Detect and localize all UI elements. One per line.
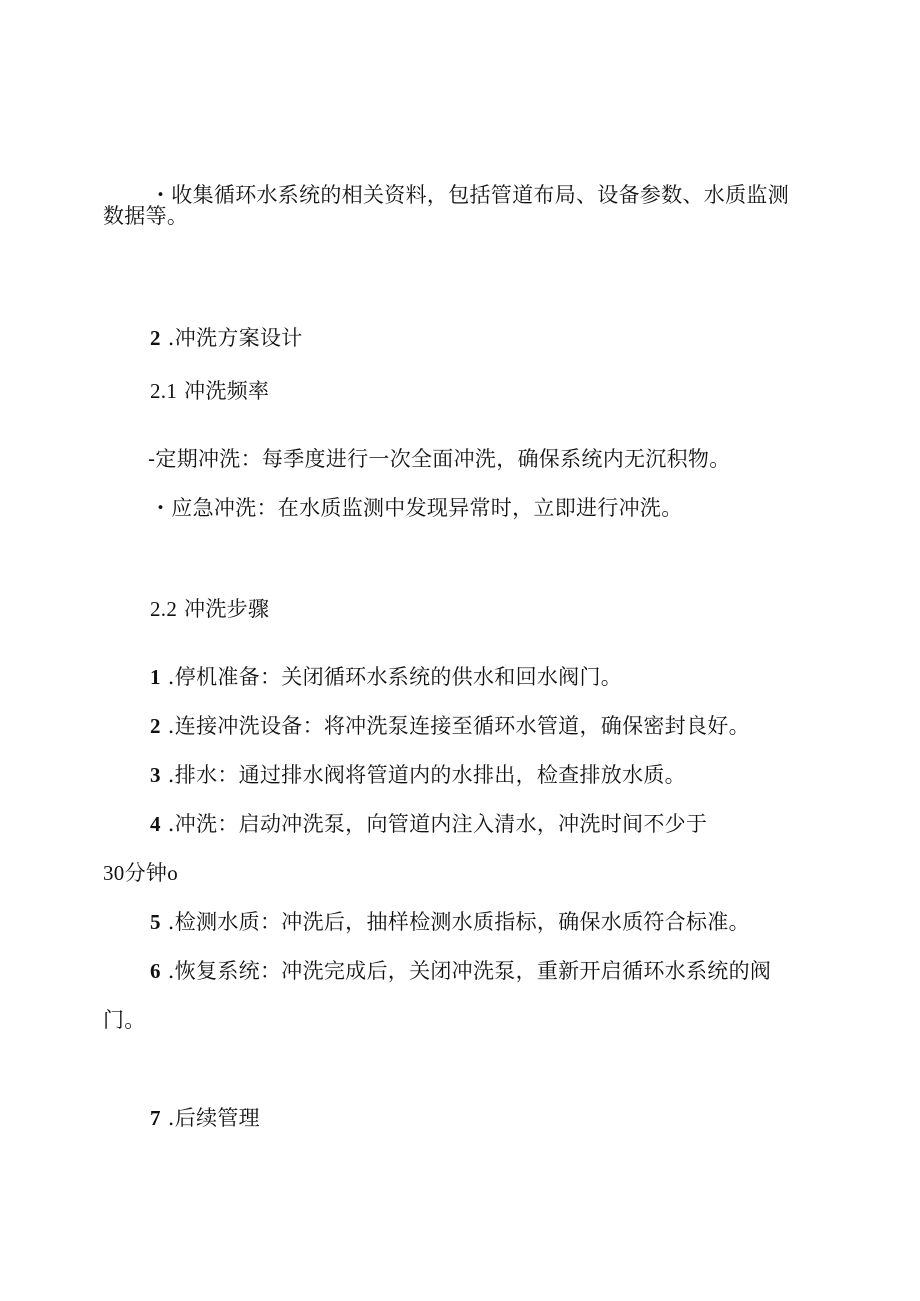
subsection-2-1-number: 2.1 (150, 379, 178, 403)
section-2-title: .冲洗方案设计 (167, 326, 303, 350)
subsection-2-2-number: 2.2 (150, 597, 178, 621)
section-7-heading (150, 1104, 260, 1132)
step-text: .恢复系统：冲洗完成后，关闭冲洗泵，重新开启循环水系统的阀 (167, 959, 772, 983)
step-2 (150, 712, 750, 740)
section-7-number: 7 (150, 1106, 161, 1130)
intro-line-2: 数据等。 (103, 204, 189, 228)
frequency-item-periodic: -定期冲洗：每季度进行一次全面冲洗，确保系统内无沉积物。 (148, 447, 731, 471)
frequency-item-emergency: ・应急冲洗：在水质监测中发现异常时，立即进行冲洗。 (150, 496, 683, 520)
step-number: 6 (150, 959, 161, 983)
step-number: 2 (150, 714, 161, 738)
step-number: 1 (150, 665, 161, 689)
step-number: 4 (150, 812, 161, 836)
step-3 (150, 761, 686, 789)
step-number: 5 (150, 910, 161, 934)
subsection-2-2-heading (150, 595, 269, 623)
step-text: .检测水质：冲洗后，抽样检测水质指标，确保水质符合标准。 (167, 910, 750, 934)
section-7-title: .后续管理 (167, 1106, 260, 1130)
step-number: 3 (150, 763, 161, 787)
subsection-2-1-heading (150, 377, 269, 405)
step-4 (150, 810, 707, 838)
subsection-2-1-title: 冲洗频率 (184, 379, 270, 403)
step-5 (150, 908, 750, 936)
section-2-heading (150, 324, 303, 352)
step-text: .停机准备：关闭循环水系统的供水和回水阀门。 (167, 665, 623, 689)
step-text: .连接冲洗设备：将冲洗泵连接至循环水管道，确保密封良好。 (167, 714, 750, 738)
step-1 (150, 663, 622, 691)
step-text: .冲洗：启动冲洗泵，向管道内注入清水，冲洗时间不少于 (167, 812, 708, 836)
intro-line-1: ・收集循环水系统的相关资料，包括管道布局、设备参数、水质监测 (150, 183, 789, 207)
subsection-2-2-title: 冲洗步骤 (184, 597, 270, 621)
section-2-number: 2 (150, 326, 161, 350)
step-6-continuation: 门。 (103, 1008, 146, 1032)
step-4-continuation: 30分钟o (103, 861, 178, 885)
step-6 (150, 957, 771, 985)
step-text: .排水：通过排水阀将管道内的水排出，检查排放水质。 (167, 763, 686, 787)
